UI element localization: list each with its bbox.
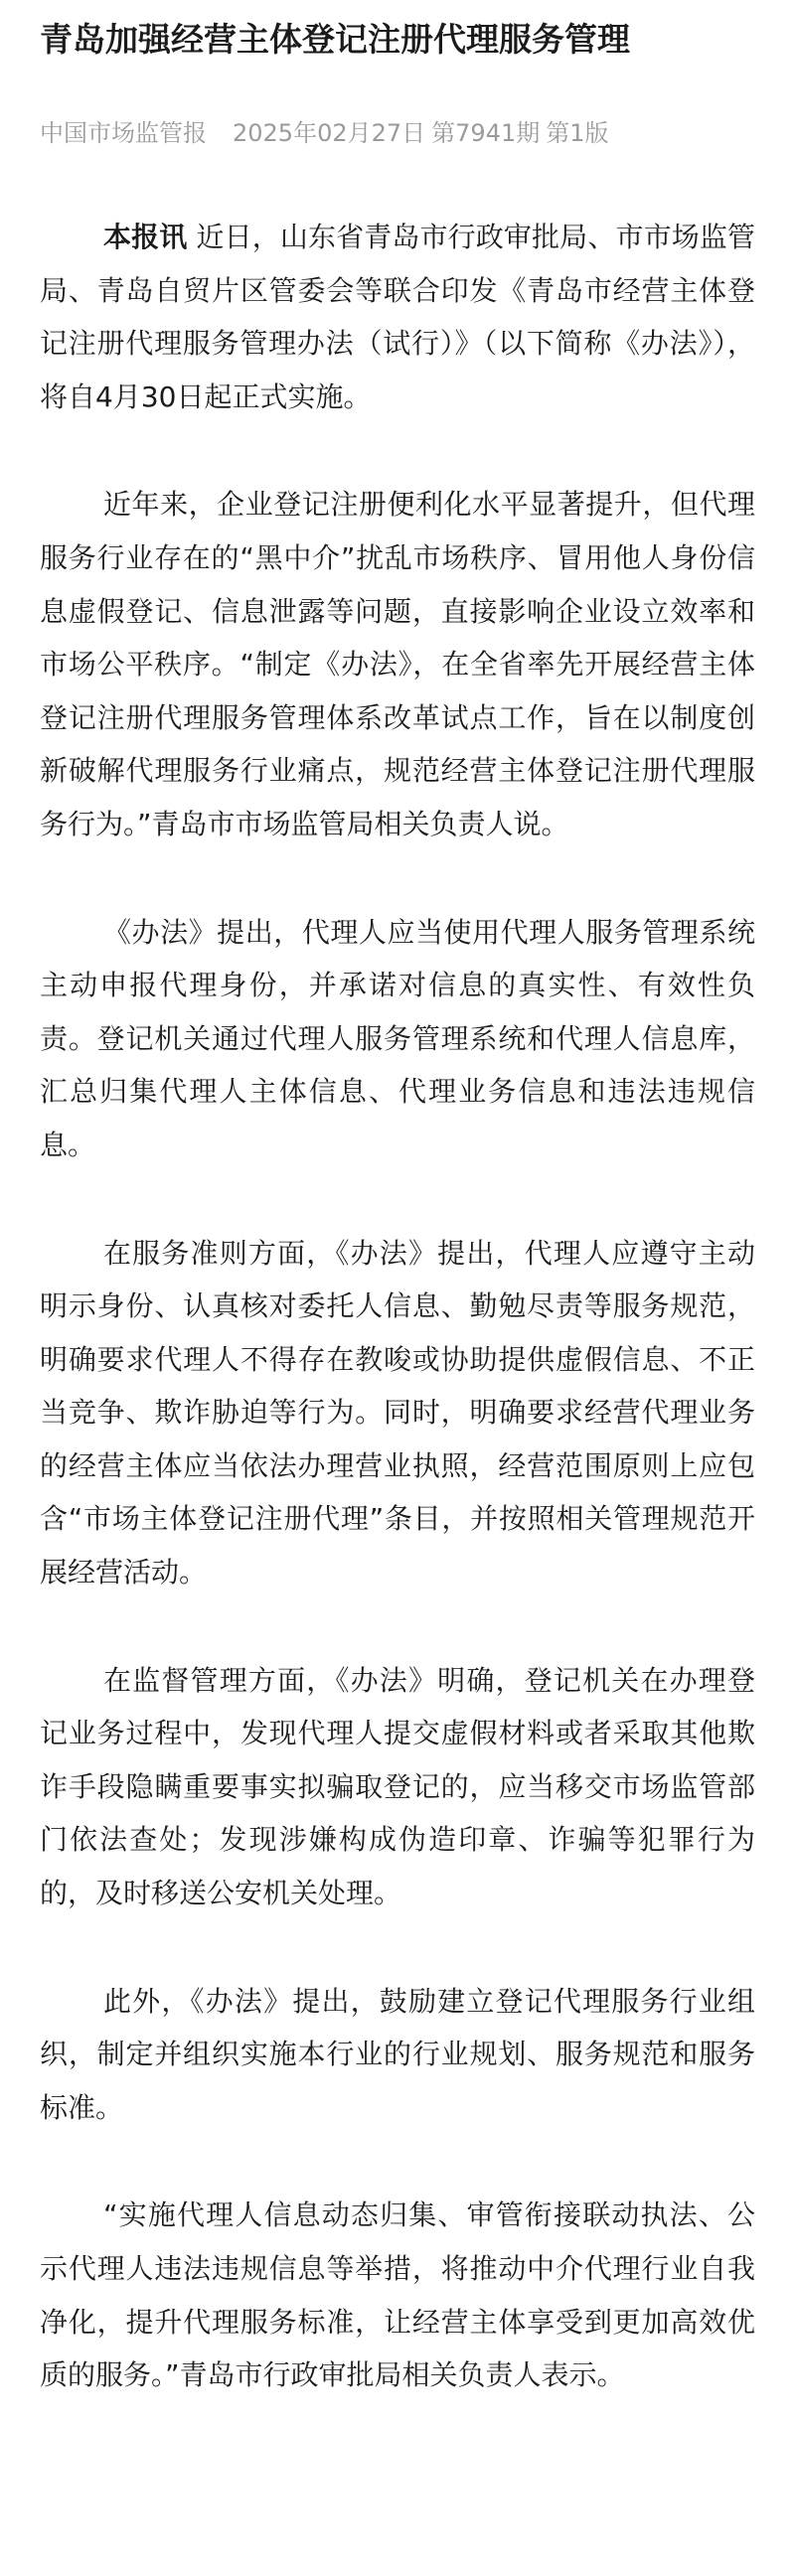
paragraph-text: 近日，山东省青岛市行政审批局、市市场监管局、青岛自贸片区管委会等联合印发《青岛市经营主体登记注册代理服务管理办法（试行）》（以下简称《办法》），将自4月30日起正式实施。 [40,221,755,413]
article-issue: 第7941期 [431,119,541,147]
article-title: 青岛加强经营主体登记注册代理服务管理 [40,20,630,59]
article-meta [40,115,755,151]
paragraph: “实施代理人信息动态归集、审管衔接联动执法、公示代理人违法违规信息等举措，将推动中介代理行业自我净化，提升代理服务标准，让经营主体享受到更加高效优质的服务。”青岛市行政审批局相关负责人表示。 [40,2198,755,2392]
paragraph: 《办法》提出，代理人应当使用代理人服务管理系统主动申报代理身份，并承诺对信息的真实性、有效性负责。登记机关通过代理人服务管理系统和代理人信息库，汇总归集代理人主体信息、代理业务信息和违法违规信息。 [40,915,755,1161]
paragraph: 此外，《办法》提出，鼓励建立登记代理服务行业组织，制定并组织实施本行业的行业规划、服务规范和服务标准。 [40,1984,755,2124]
article-date: 2025年02月27日 [233,119,426,147]
paragraph: 在监督管理方面，《办法》明确，登记机关在办理登记业务过程中，发现代理人提交虚假材料或者采取其他欺诈手段隐瞒重要事实拟骗取登记的，应当移交市场监管部门依法查处；发现涉嫌构成伪造印章、诈骗等犯罪行为的，及时移送公安机关处理。 [40,1663,755,1910]
paragraph [40,211,755,423]
article-edition: 第1版 [546,119,609,147]
lead-label: 本报讯 [103,221,188,253]
paragraph: 近年来，企业登记注册便利化水平显著提升，但代理服务行业存在的“黑中介”扰乱市场秩序、冒用他人身份信息虚假登记、信息泄露等问题，直接影响企业设立效率和市场公平秩序。“制定《办法》，在全省率先开展经营主体登记注册代理服务管理体系改革试点工作，旨在以制度创新破解代理服务行业痛点，规范经营主体登记注册代理服务行为。”青岛市市场监管局相关负责人说。 [40,488,755,840]
paragraph: 在服务准则方面，《办法》提出，代理人应遵守主动明示身份、认真核对委托人信息、勤勉尽责等服务规范，明确要求代理人不得存在教唆或协助提供虚假信息、不正当竞争、欺诈胁迫等行为。同时，明确要求经营代理业务的经营主体应当依法办理营业执照，经营范围原则上应包含“市场主体登记注册代理”条目，并按照相关管理规范开展经营活动。 [40,1236,755,1590]
article-source: 中国市场监管报 [40,119,207,147]
article-body [40,211,755,2402]
